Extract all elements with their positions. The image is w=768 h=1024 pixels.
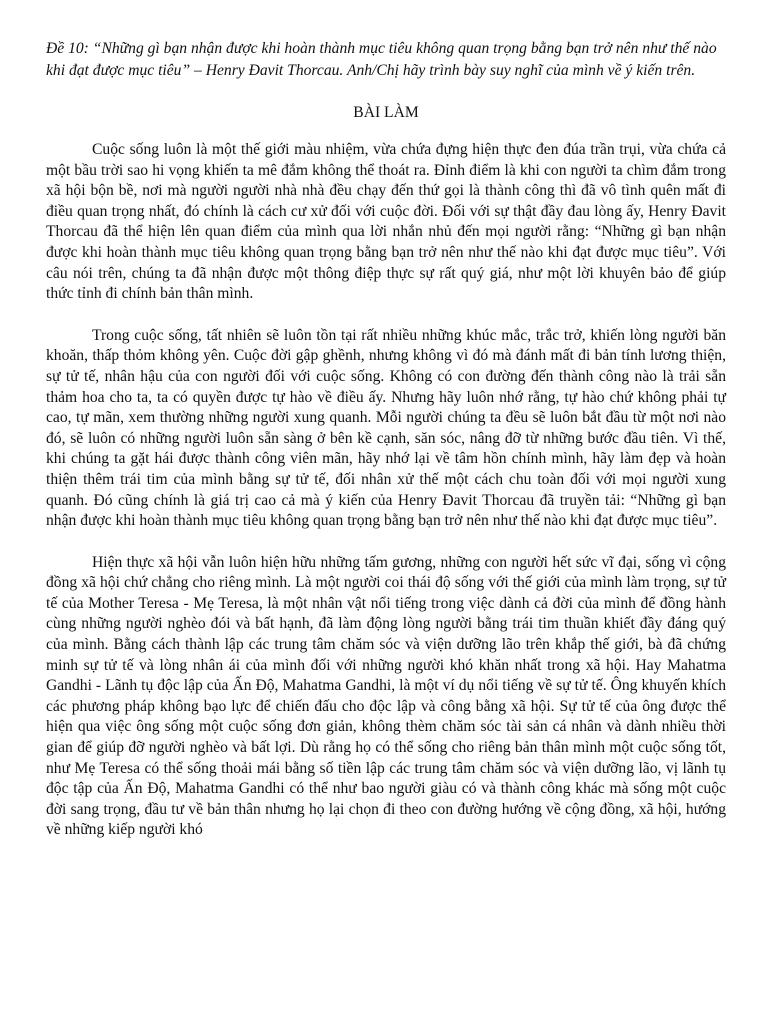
- essay-paragraph-3: Hiện thực xã hội vẫn luôn hiện hữu những tấm gương, những con người hết sức vĩ đại, sống vì cộng đồng xã hội chứ chẳng cho riêng mình. Là một người coi thái độ sống với thế giới của mình làm trọng, sự tử tế của Mother Teresa - Mẹ Teresa, là một nhân vật nổi tiếng trong việc dành cả đời của mình để đồng hành cùng những người nghèo đói và bất hạnh, đã làm động lòng người bằng trái tim thuần khiết đầy đáng quý của mình. Bằng cách thành lập các trung tâm chăm sóc và viện dưỡng lão trên khắp thế giới, bà đã chứng minh sự tử tế và lòng nhân ái của mình đối với những người khó khăn nhất trong xã hội. Hay Mahatma Gandhi - Lãnh tụ độc lập của Ấn Độ, Mahatma Gandhi, là một ví dụ nổi tiếng về sự tử tế. Ông khuyến khích các phương pháp không bạo lực để chiến đấu cho độc lập và công bằng xã hội. Sự tử tế của ông được thể hiện qua việc ông sống một cuộc sống đơn giản, không thèm chăm sóc tài sản cá nhân và dành nhiều thời gian để giúp đỡ người nghèo và bất lợi. Dù rằng họ có thể sống cho riêng bản thân mình một cuộc sống tốt, như Mẹ Teresa có thể sống thoải mái bằng số tiền lập các trung tâm chăm sóc và viện dưỡng lão, vị lãnh tụ độc tập của Ấn Độ, Mahatma Gandhi có thể như bao người giàu có và thành công khác mà sống một cuộc đời sang trọng, đầu tư về bản thân nhưng họ lại chọn đi theo con đường hướng về cộng đồng, xã hội, hướng về những kiếp người khó: [46, 553, 726, 839]
- essay-paragraph-2: Trong cuộc sống, tất nhiên sẽ luôn tồn tại rất nhiều những khúc mắc, trắc trở, khiến lòng người băn khoăn, thấp thỏm không yên. Cuộc đời gập ghềnh, nhưng không vì đó mà đánh mất đi bản tính lương thiện, sự tử tế, nhân hậu của con người đối với cuộc sống. Không có con đường đến thành công nào là trải sẵn thảm hoa cho ta, ta có quyền được tự hào về điều ấy. Nhưng hãy luôn nhớ rằng, tự hào chứ không phải tự cao, tự mãn, xem thường những người xung quanh. Mỗi người chúng ta đều sẽ luôn bắt đầu từ một nơi nào đó, sẽ luôn có những người luôn sẵn sàng ở bên kề cạnh, săn sóc, nâng đỡ từ những bước đầu tiên. Vì thế, khi chúng ta gặt hái được thành công viên mãn, hãy nhớ lại về tâm hồn chính mình, hãy làm đẹp và hoàn thiện thêm trái tim của mình bằng sự tử tế, đối nhân xử thế một cách chu toàn đối với mọi người xung quanh. Đó cũng chính là giá trị cao cả mà ý kiến của Henry Đavit Thorcau đã truyền tải: “Những gì bạn nhận được khi hoàn thành mục tiêu không quan trọng bằng bạn trở nên như thế nào khi đạt được mục tiêu”.: [46, 326, 726, 530]
- document-page: [46, 38, 726, 862]
- essay-heading: BÀI LÀM: [353, 104, 419, 121]
- essay-paragraph-1: Cuộc sống luôn là một thế giới màu nhiệm, vừa chứa đựng hiện thực đen đúa trần trụi, vừa chứa cả một bầu trời sao hi vọng khiến ta mê đắm không thể thoát ra. Đỉnh điểm là khi con người ta chìm đắm trong xã hội bộn bề, nơi mà người người nhà nhà đều chạy đến thứ gọi là thành công thì đã vô tình quên mất đi điều quan trọng nhất, đó chính là cách cư xử đối với cuộc đời. Đối với sự thật đầy đau lòng ấy, Henry Đavit Thorcau đã thể hiện lên quan điểm của mình qua lời nhắn nhủ đến mọi người rằng: “Những gì bạn nhận được khi hoàn thành mục tiêu không quan trọng bằng bạn trở nên như thế nào khi đạt được mục tiêu”. Với câu nói trên, chúng ta đã nhận được một thông điệp thực sự rất quý giá, như một lời khuyên bảo để giúp thức tỉnh đi chính bản thân mình.: [46, 141, 726, 303]
- essay-prompt: Đề 10: “Những gì bạn nhận được khi hoàn thành mục tiêu không quan trọng bằng bạn trở nên như thế nào khi đạt được mục tiêu” – Henry Đavit Thorcau. Anh/Chị hãy trình bày suy nghĩ của mình về ý kiến trên.: [46, 40, 717, 79]
